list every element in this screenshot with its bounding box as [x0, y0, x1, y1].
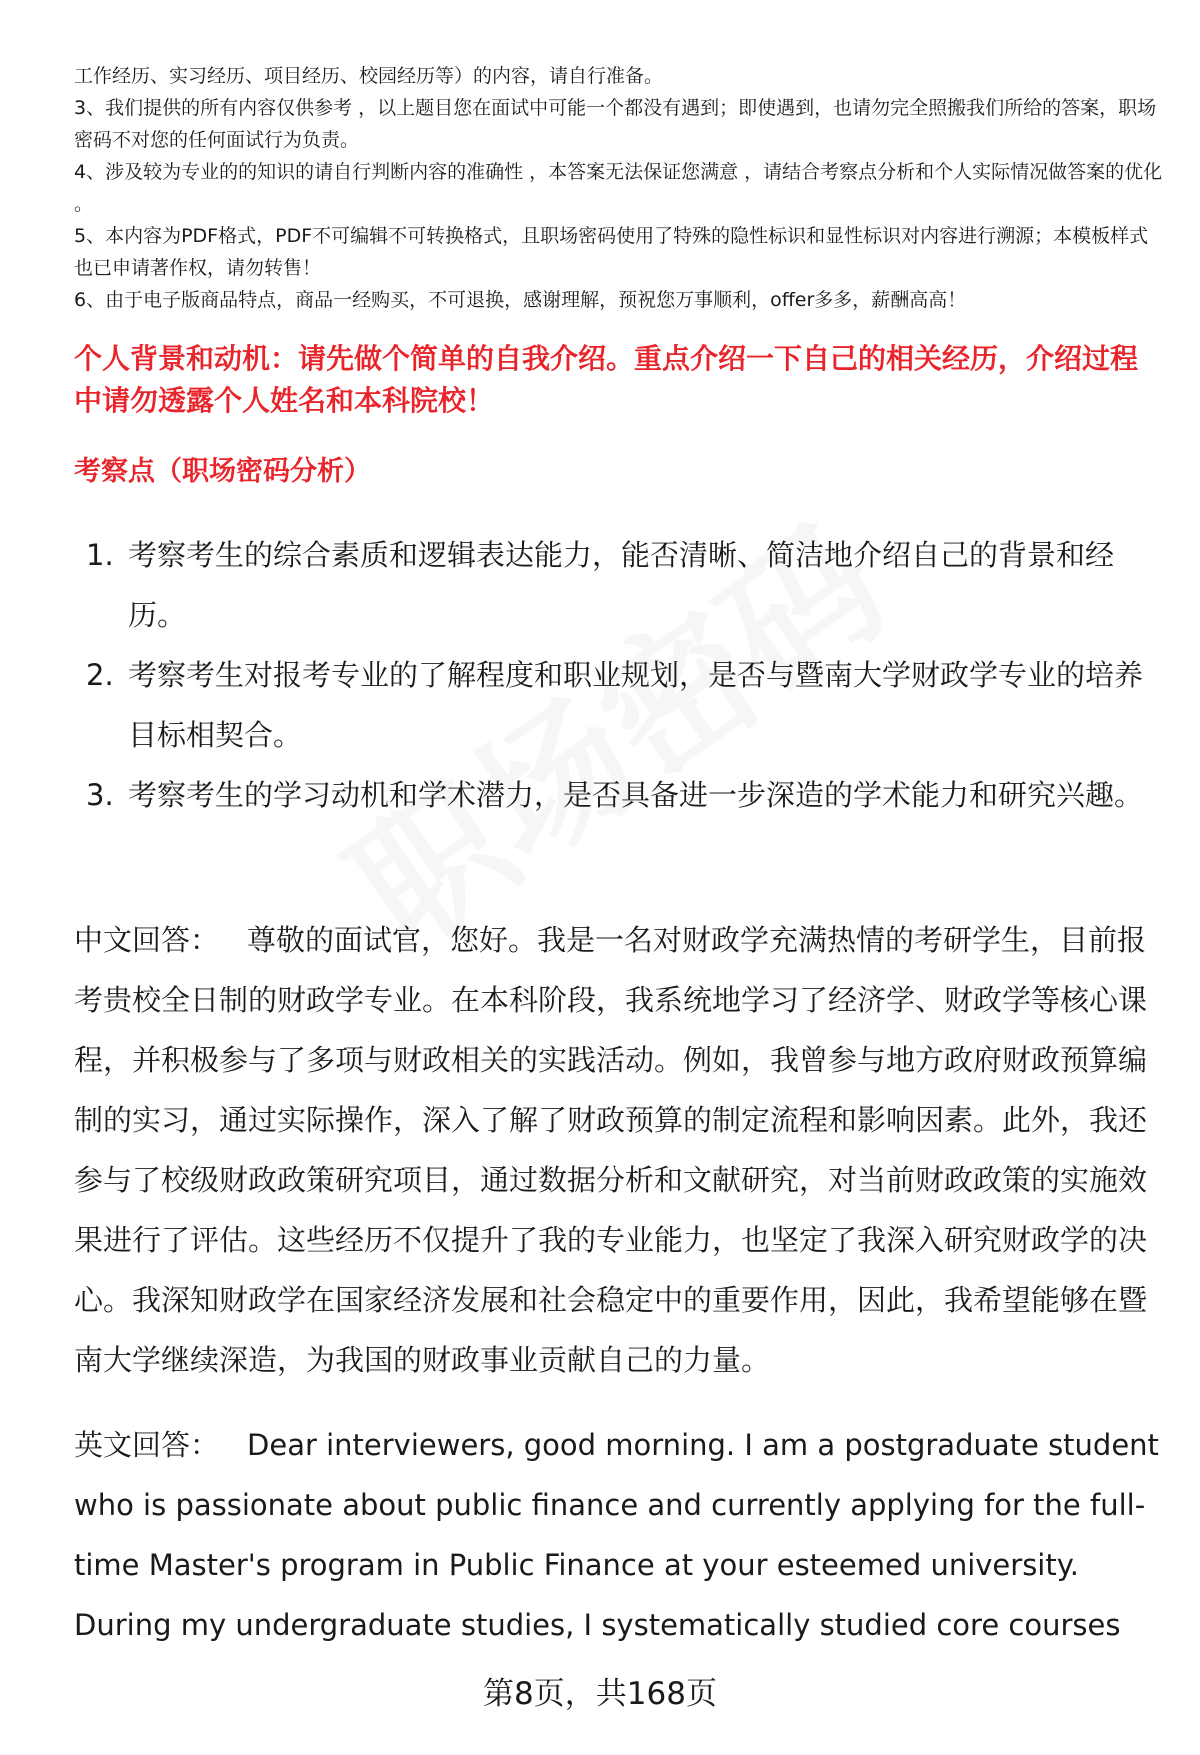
note-line: 3、我们提供的所有内容仅供参考 ，以上题目您在面试中可能一个都没有遇到；即使遇到，也请勿完全照搬我们所给的答案，职场密码不对您的任何面试行为负责。	[74, 97, 1157, 151]
list-number: 2.	[86, 658, 114, 692]
note-line: 4、涉及较为专业的的知识的请自行判断内容的准确性 ，本答案无法保证您满意 ，请结合考察点分析和个人实际情况做答案的优化 。	[74, 161, 1163, 215]
list-number: 1.	[86, 538, 114, 572]
analysis-points-list	[74, 525, 1154, 825]
question-heading: 个人背景和动机：请先做个简单的自我介绍。重点介绍一下自己的相关经历，介绍过程中请勿透露个人姓名和本科院校！	[74, 342, 1139, 417]
list-text: 考察考生的综合素质和逻辑表达能力，能否清晰、简洁地介绍自己的背景和经历。	[128, 538, 1115, 632]
list-item	[74, 525, 1154, 645]
english-answer-label: 英文回答：	[74, 1428, 220, 1462]
chinese-answer	[74, 910, 1164, 1390]
note-line: 5、本内容为PDF格式，PDF不可编辑不可转换格式，且职场密码使用了特殊的隐性标识和显性标识对内容进行溯源；本模板样式也已申请著作权，请勿转售！	[74, 225, 1149, 279]
page-number-footer: 第8页，共168页	[483, 1676, 717, 1712]
english-answer	[74, 1415, 1164, 1655]
notes-section	[74, 60, 1164, 316]
note-line: 6、由于电子版商品特点，商品一经购买，不可退换，感谢理解，预祝您万事顺利，offer多多，薪酬高高！	[74, 289, 967, 311]
list-number: 3.	[86, 778, 114, 812]
chinese-answer-text: 尊敬的面试官，您好。我是一名对财政学充满热情的考研学生，目前报考贵校全日制的财政学专业。在本科阶段，我系统地学习了经济学、财政学等核心课程，并积极参与了多项与财政相关的实践活动。例如，我曾参与地方政府财政预算编制的实习，通过实际操作，深入了解了财政预算的制定流程和影响因素。此外，我还参与了校级财政政策研究项目，通过数据分析和文献研究，对当前财政政策的实施效果进行了评估。这些经历不仅提升了我的专业能力，也坚定了我深入研究财政学的决心。我深知财政学在国家经济发展和社会稳定中的重要作用，因此，我希望能够在暨南大学继续深造，为我国的财政事业贡献自己的力量。	[74, 923, 1148, 1377]
list-text: 考察考生的学习动机和学术潜力，是否具备进一步深造的学术能力和研究兴趣。	[128, 778, 1144, 812]
analysis-title: 考察点（职场密码分析）	[74, 456, 371, 487]
list-item	[74, 645, 1154, 765]
list-text: 考察考生对报考专业的了解程度和职业规划，是否与暨南大学财政学专业的培养目标相契合。	[128, 658, 1144, 752]
english-answer-text: Dear interviewers, good morning. I am a postgraduate student who is passionate about public finance and currently applying for the full-time Master's program in Public Finance at your esteemed university. During my undergraduate studies, I systematically studied core courses	[74, 1428, 1159, 1642]
chinese-answer-label: 中文回答：	[74, 923, 220, 957]
note-line: 工作经历、实习经历、项目经历、校园经历等）的内容，请自行准备。	[74, 65, 664, 87]
list-item	[74, 765, 1154, 825]
